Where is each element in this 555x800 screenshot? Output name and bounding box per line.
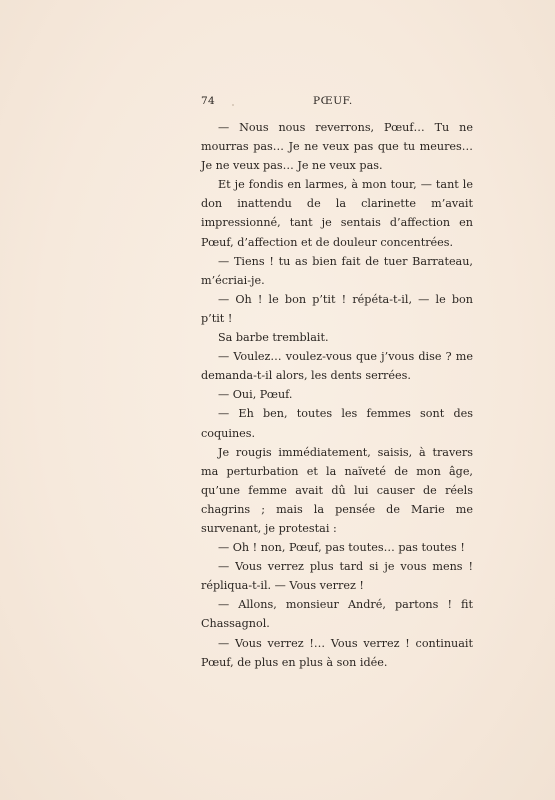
paper-speck	[232, 104, 234, 106]
paragraph: — Tiens ! tu as bien fait de tuer Barrateau, m’écriai-je.	[201, 254, 473, 287]
page-header	[201, 95, 473, 111]
paragraph: Et je fondis en larmes, à mon tour, — tant le don inattendu de la clarinette m’avait impressionné, tant je sentais d’affection en Pœuf, d’affection et de douleur concentrées.	[201, 178, 473, 249]
paragraph: — Voulez… voulez-vous que j’vous dise ? me demanda-t-il alors, les dents serrées.	[201, 350, 473, 383]
paragraph: Je rougis immédiatement, saisis, à travers ma perturbation et la naïveté de mon âge, qu’une femme avait dû lui causer de réels chagrins ; mais la pensée de Marie me survenant, je protestai :	[201, 445, 473, 535]
paragraph: — Oh ! non, Pœuf, pas toutes… pas toutes !	[218, 541, 465, 555]
body-text	[201, 118, 473, 672]
paragraph: — Oui, Pœuf.	[218, 388, 293, 402]
paragraph: — Allons, monsieur André, partons ! fit Chassagnol.	[201, 598, 473, 631]
paragraph: — Vous verrez !… Vous verrez ! continuait Pœuf, de plus en plus à son idée.	[201, 636, 473, 669]
paragraph: — Vous verrez plus tard si je vous mens ! répliqua-t-il. — Vous verrez !	[201, 560, 473, 593]
paragraph: — Eh ben, toutes les femmes sont des coquines.	[201, 407, 473, 440]
page-number: 74	[201, 95, 215, 107]
paragraph: Sa barbe tremblait.	[218, 331, 329, 345]
paragraph: — Nous nous reverrons, Pœuf… Tu ne mourras pas… Je ne veux pas que tu meures… Je ne veux pas… Je ne veux pas.	[201, 121, 473, 173]
running-title: PŒUF.	[313, 95, 353, 107]
paragraph: — Oh ! le bon p’tit ! répéta-t-il, — le bon p’tit !	[201, 292, 473, 325]
